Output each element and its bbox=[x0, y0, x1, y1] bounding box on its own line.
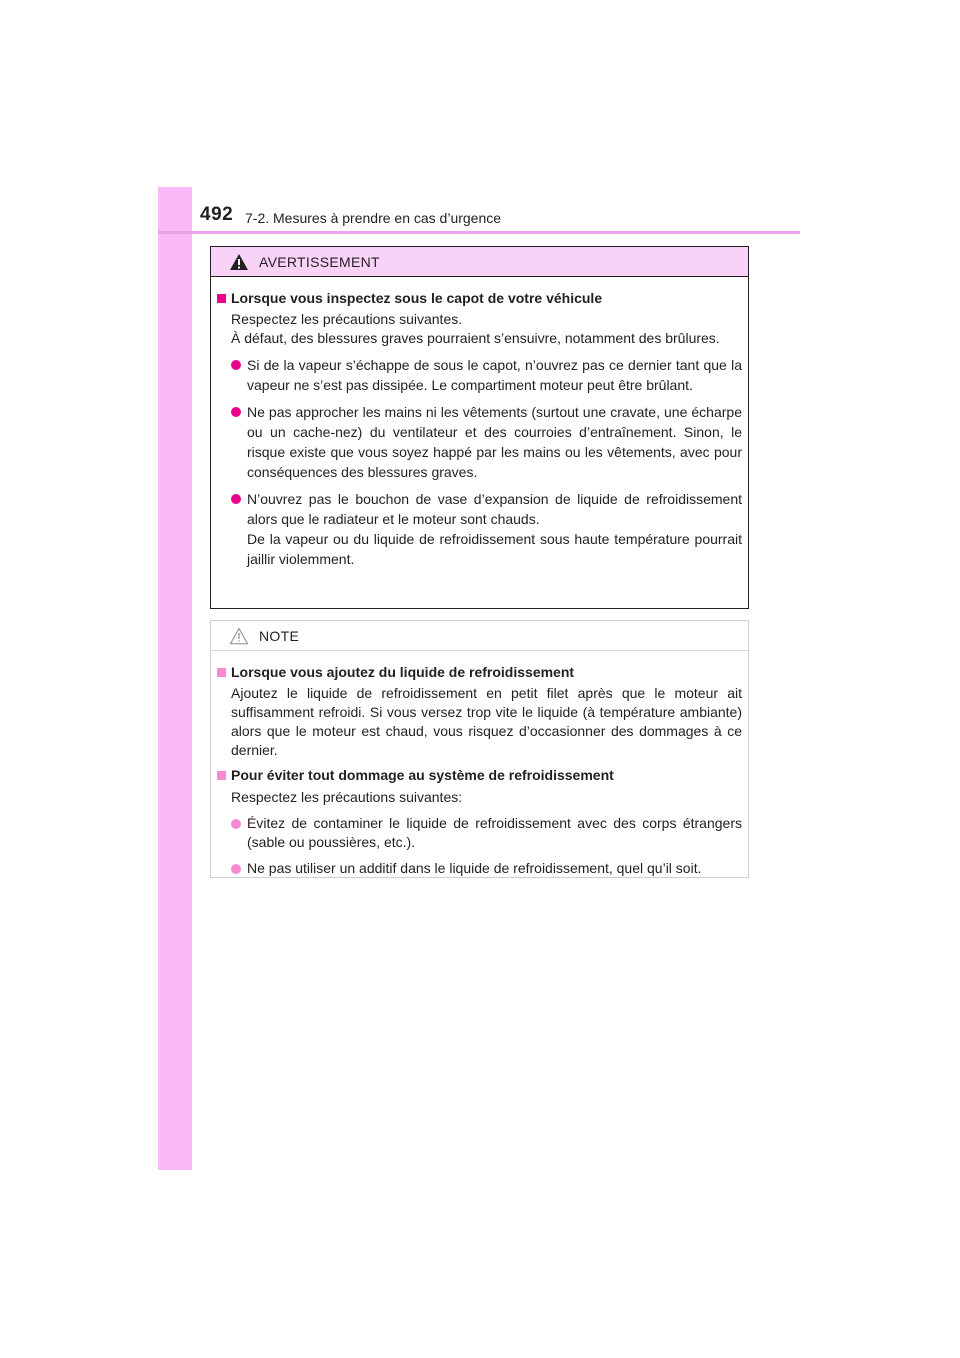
round-bullet-icon bbox=[231, 407, 241, 417]
round-bullet-icon bbox=[231, 864, 241, 874]
square-bullet-icon bbox=[217, 294, 226, 303]
note-section-heading-text: Lorsque vous ajoutez du liquide de refroidissement bbox=[231, 664, 575, 680]
section-title: 7-2. Mesures à prendre en cas d’urgence bbox=[245, 210, 502, 226]
warning-section-heading bbox=[217, 289, 742, 308]
note-section-heading bbox=[217, 766, 742, 785]
note-box bbox=[210, 620, 749, 878]
note-section-text: Respectez les précautions suivantes: bbox=[231, 789, 463, 805]
note-box-body bbox=[211, 651, 748, 878]
warning-bullet-line: N’ouvrez pas le bouchon de vase d’expansion de liquide de refroidissement alors que le radiateur et le moteur sont chauds. bbox=[247, 491, 742, 527]
warning-bullet-text bbox=[247, 489, 742, 569]
header-rule-left bbox=[158, 231, 192, 234]
round-bullet-icon bbox=[231, 360, 241, 370]
warning-bullet bbox=[217, 489, 742, 569]
warning-intro-line: Respectez les précautions suivantes. bbox=[231, 311, 463, 327]
note-bullet-text: Ne pas utiliser un additif dans le liquide de refroidissement, quel qu’il soit. bbox=[247, 860, 702, 876]
warning-section-heading-text: Lorsque vous inspectez sous le capot de votre véhicule bbox=[231, 290, 603, 306]
note-bullet bbox=[217, 814, 742, 852]
header-rule bbox=[192, 231, 800, 234]
warning-box-title: AVERTISSEMENT bbox=[259, 253, 380, 270]
note-section-heading-text: Pour éviter tout dommage au système de refroidissement bbox=[231, 767, 614, 783]
warning-triangle-outline-icon bbox=[229, 627, 249, 645]
warning-intro bbox=[217, 310, 742, 348]
warning-intro-line: À défaut, des blessures graves pourraient s’ensuivre, notamment des brûlures. bbox=[231, 330, 720, 346]
page-number: 492 bbox=[200, 204, 234, 225]
warning-box-header bbox=[211, 247, 748, 277]
warning-bullet-line: De la vapeur ou du liquide de refroidissement sous haute température pourrait jaillir violemment. bbox=[247, 531, 742, 567]
round-bullet-icon bbox=[231, 819, 241, 829]
note-box-title: NOTE bbox=[259, 627, 300, 644]
note-section-heading bbox=[217, 663, 742, 682]
warning-bullet bbox=[217, 355, 742, 395]
warning-bullet bbox=[217, 402, 742, 482]
warning-box-body bbox=[211, 277, 748, 569]
square-bullet-icon bbox=[217, 668, 226, 677]
warning-bullet-text: Si de la vapeur s’échappe de sous le capot, n’ouvrez pas ce dernier tant que la vapeur ne s’est pas dissipée. Le compartiment moteur peut être brûlant. bbox=[247, 357, 742, 393]
note-bullet bbox=[217, 859, 742, 878]
note-bullet-text: Évitez de contaminer le liquide de refroidissement avec des corps étrangers (sable ou poussières, etc.). bbox=[247, 815, 742, 850]
warning-triangle-filled-icon bbox=[229, 253, 249, 271]
round-bullet-icon bbox=[231, 494, 241, 504]
note-box-header bbox=[211, 621, 748, 651]
side-color-band bbox=[158, 187, 192, 1170]
square-bullet-icon bbox=[217, 771, 226, 780]
warning-box bbox=[210, 246, 749, 609]
warning-bullet-text: Ne pas approcher les mains ni les vêtements (surtout une cravate, une écharpe ou un cache-nez) du ventilateur et des courroies d’entraînement. Sinon, le risque existe que vous soyez happé par les mains ou les vêtements, avec pour conséquences des blessures graves. bbox=[247, 404, 742, 480]
note-section-text: Ajoutez le liquide de refroidissement en petit filet après que le moteur ait suffisamment refroidi. Si vous versez trop vite le liquide (à température ambiante) alors que le moteur est chaud, vous risquez d’occasionner des dommages à ce dernier. bbox=[231, 685, 742, 758]
